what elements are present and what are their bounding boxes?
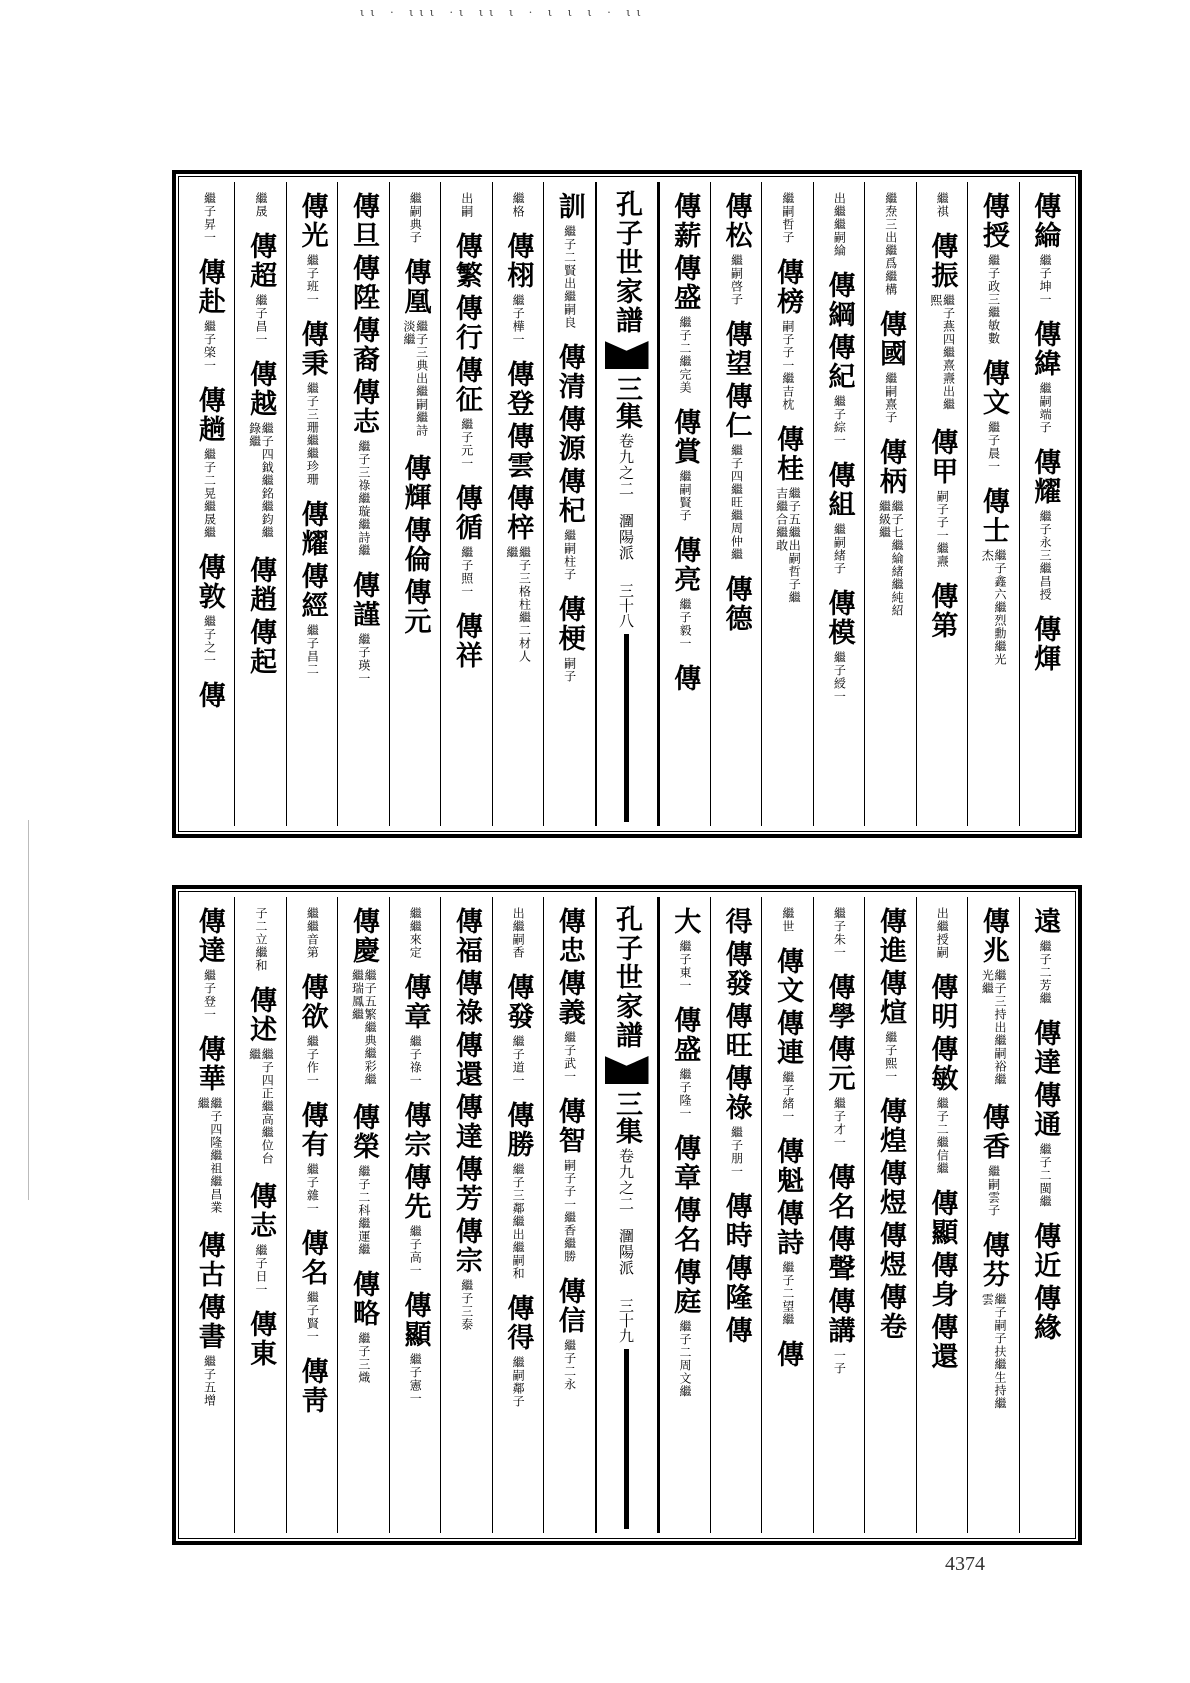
fishtail-mark [605,1056,649,1084]
lineage-note: 繼世 [780,907,795,933]
lineage-note: 繼子綬一 [832,651,847,703]
lineage-note: 繼繼音第 [305,907,320,959]
lineage-note: 繼子棨一 [202,320,217,372]
lineage-note: 繼嗣緒子 [832,523,847,575]
person-name: 傳桂 [772,425,804,483]
entry-column [916,182,967,826]
person-name: 傳東 [245,1310,277,1368]
person-name: 傳敏 [926,1035,958,1093]
lineage-note: 繼子四正繼高繼位台繼 [247,1048,275,1165]
lineage-note: 繼子二芳繼 [1038,940,1053,1005]
entry-column [492,897,543,1533]
person-name: 傳靑 [296,1357,328,1415]
lineage-note: 繼子班一 [305,254,320,306]
lineage-note: 繼子道一 [511,1035,526,1087]
genealogy-page-38 [172,170,1082,838]
lineage-note: 繼晟 [253,192,268,218]
person-name: 傳文 [772,947,804,1005]
person-name: 傳士 [977,487,1009,545]
person-name: 傳榜 [772,258,804,316]
person-name: 傳庭 [669,1258,701,1316]
person-name: 傳趙 [245,556,277,614]
person-name: 傳赴 [193,258,225,316]
person-name: 傳宗 [399,1101,431,1159]
lineage-note: 繼子二賢出繼嗣良 [562,225,577,329]
entry-column [761,182,812,826]
lineage-note: 繼子賢一 [305,1291,320,1343]
person-name: 傳梗 [553,595,585,653]
chapter-label: 卷九之二 潿陽派 [617,1148,635,1276]
lineage-note: 繼子永三繼昌授 [1038,510,1053,601]
entry-column [543,182,594,826]
lineage-note: 繼子二望繼 [780,1261,795,1326]
lineage-note: 繼子三格柱繼二材人繼 [504,546,532,663]
person-name: 傳征 [450,356,482,414]
person-name: 傳名 [296,1229,328,1287]
lineage-note: 繼子熙一 [883,1031,898,1083]
entry-column [234,182,285,826]
lineage-note: 繼子五增 [202,1355,217,1407]
lineage-note: 繼子燕四繼熹燾出繼熙 [928,294,956,411]
person-name: 傳國 [874,310,906,368]
person-name: 傳魁 [772,1137,804,1195]
person-name: 傳榮 [348,1103,380,1161]
person-name: 傳望 [720,320,752,378]
entry-column [492,182,543,826]
person-name: 傳卷 [874,1283,906,1341]
book-title: 孔子世家譜 [611,905,642,1050]
lineage-note: 繼子朱一 [832,907,847,959]
person-name: 傳名 [669,1196,701,1254]
lineage-note: 嗣子子一繼燾 [935,490,950,568]
person-name: 傳越 [245,360,277,418]
lineage-note: 繼子二繼信繼 [935,1097,950,1175]
person-name: 傳敦 [193,553,225,611]
lineage-note: 繼嗣熹子 [883,372,898,424]
person-name: 傳顯 [399,1291,431,1349]
person-name: 傳兆 [977,907,1009,965]
person-name: 傳組 [823,461,855,519]
person-name: 傳慶 [348,907,380,965]
person-name: 遠 [1029,907,1061,936]
person-name: 傳祥 [450,612,482,670]
person-name: 傳柄 [874,438,906,496]
person-name: 傳光 [296,192,328,250]
lineage-note: 繼嗣賢子 [678,470,693,522]
lineage-note: 繼子二永 [562,1339,577,1391]
person-name: 傳煜 [874,1159,906,1217]
lineage-note: 繼子緒一 [780,1071,795,1123]
lineage-note: 繼子高一 [408,1225,423,1277]
person-name: 傳還 [926,1313,958,1371]
lineage-note: 繼嗣典子 [408,192,423,244]
person-name: 傳盛 [669,254,701,312]
person-name: 傳達 [450,1093,482,1151]
center-rule [624,634,629,822]
person-name: 傳超 [245,232,277,290]
person-name: 傳旦 [348,192,380,250]
person-name: 傳古 [193,1231,225,1289]
person-name: 傳有 [296,1101,328,1159]
lineage-note: 繼嗣柱子 [562,529,577,581]
person-name: 傳文 [977,359,1009,417]
person-name: 傳顯 [926,1189,958,1247]
entry-column [967,182,1018,826]
lineage-note: 繼子三泰 [459,1279,474,1331]
leaf-number: 三十八 [617,583,635,628]
volume-title: 三集 [611,375,642,429]
lineage-note: 繼子三珊繼繼珍珊 [305,382,320,486]
person-name: 傳志 [348,378,380,436]
lineage-note: 繼子三祿繼璇繼詩繼 [356,440,371,557]
lineage-note: 繼子樺一 [511,294,526,346]
person-name: 傳松 [720,192,752,250]
entry-column [761,897,812,1533]
lineage-note: 繼子日一 [253,1244,268,1296]
person-name: 傳起 [245,618,277,676]
lineage-note: 繼子朋一 [729,1126,744,1178]
person-name: 傳盛 [669,1006,701,1064]
fishtail-mark [605,341,649,369]
entry-column [864,182,915,826]
person-name: 傳香 [977,1103,1009,1161]
entry-column [184,897,234,1533]
person-name: 傳芳 [450,1155,482,1213]
person-name: 傳行 [450,294,482,352]
chapter-label: 卷九之二 潿陽派 [617,433,635,561]
person-name: 傳趟 [193,386,225,444]
page-39-columns [184,897,1070,1533]
lineage-note: 繼子晨一 [986,421,1001,473]
lineage-note: 繼子五繼出嗣哲子繼吉繼合繼敢 [774,487,802,604]
person-name: 傳栩 [502,232,534,290]
lineage-note: 出繼繼嗣綸 [832,192,847,257]
person-name: 傳綱 [823,271,855,329]
lineage-note: 繼子毅一 [678,598,693,650]
lineage-note: 出嗣 [459,192,474,218]
person-name: 傳煌 [874,1097,906,1155]
person-name: 傳清 [553,343,585,401]
person-name: 傳達 [1029,1019,1061,1077]
lineage-note: 繼子二繼完美 [678,316,693,394]
person-name: 傳通 [1029,1081,1061,1139]
entry-column [864,897,915,1533]
person-name: 傳欲 [296,973,328,1031]
lineage-note: 一子 [832,1349,847,1375]
lineage-note: 繼祺 [935,192,950,218]
person-name: 傳賞 [669,408,701,466]
lineage-note: 繼子雜一 [305,1163,320,1215]
person-name: 傳宗 [450,1217,482,1275]
person-name: 傳繁 [450,232,482,290]
lineage-note: 繼子昇一 [202,192,217,244]
person-name: 傳元 [399,578,431,636]
lineage-note: 出繼授嗣 [935,907,950,959]
person-name: 傳明 [926,973,958,1031]
person-name: 傳 [772,1340,804,1369]
person-name: 傳達 [193,907,225,965]
lineage-note: 繼子照一 [459,546,474,598]
person-name: 傳 [193,681,225,710]
lineage-note: 繼子昌一 [253,294,268,346]
person-name: 傳杞 [553,467,585,525]
person-name: 傳聲 [823,1225,855,1283]
lineage-note: 繼子二周文繼 [678,1320,693,1398]
lineage-note: 繼子二科繼運繼 [356,1165,371,1256]
person-name: 傳華 [193,1035,225,1093]
person-name: 傳第 [926,582,958,640]
person-name: 傳進 [874,907,906,965]
lineage-note: 繼子憲一 [408,1353,423,1405]
person-name: 傳義 [553,969,585,1027]
lineage-note: 繼子綜一 [832,395,847,447]
person-name: 傳發 [502,973,534,1031]
entry-column [440,897,491,1533]
person-name: 傳述 [245,986,277,1044]
person-name: 傳福 [450,907,482,965]
person-name: 傳倫 [399,516,431,574]
person-name: 傳授 [977,192,1009,250]
lineage-note: 繼子才一 [832,1097,847,1149]
person-name: 傳連 [772,1009,804,1067]
person-name: 傳祿 [720,1064,752,1122]
lineage-note: 繼子三持出繼嗣裕繼光繼 [980,969,1007,1086]
person-name: 傳章 [669,1134,701,1192]
lineage-note: 繼子東一 [678,940,693,992]
person-name: 傳先 [399,1163,431,1221]
person-name: 傳講 [823,1287,855,1345]
entry-column [389,897,440,1533]
lineage-note: 繼子嗣子扶繼生持繼雲 [980,1293,1007,1410]
person-name: 傳志 [245,1182,277,1240]
volume-title: 三集 [611,1090,642,1144]
entry-column [389,182,440,826]
lineage-note: 繼子隆一 [678,1068,693,1120]
person-name: 傳經 [296,562,328,620]
person-name: 傳秉 [296,320,328,378]
lineage-note: 嗣子 [562,657,577,683]
lineage-note: 繼子政三繼敏數 [986,254,1001,345]
book-title: 孔子世家譜 [611,190,642,335]
person-name: 傳祿 [450,969,482,1027]
lineage-note: 繼子二晃繼晟繼 [202,448,217,539]
person-name: 傳發 [720,940,752,998]
leaf-number: 三十九 [617,1298,635,1343]
lineage-note: 繼子武一 [562,1031,577,1083]
person-name: 訓 [553,192,585,221]
entry-column [286,897,337,1533]
person-name: 傳緣 [1029,1284,1061,1342]
person-name: 傳煊 [874,969,906,1027]
lineage-note: 繼子鑫六繼烈勳繼光杰 [980,549,1007,666]
person-name: 傳緯 [1029,320,1061,378]
lineage-note: 繼子坤一 [1038,254,1053,306]
person-name: 傳紀 [823,333,855,391]
lineage-note: 繼嗣哲子 [780,192,795,244]
person-name: 傳身 [926,1251,958,1309]
person-name: 傳 [720,1316,752,1345]
lineage-note: 繼子祿一 [408,1035,423,1087]
person-name: 傳略 [348,1270,380,1328]
entry-column [710,182,761,826]
entry-column [967,897,1018,1533]
entry-column [1019,182,1070,826]
lineage-note: 繼子三典出繼嗣繼詩淡繼 [401,320,429,437]
person-name: 傳德 [720,575,752,633]
lineage-note: 繼子元一 [459,418,474,470]
person-name: 傳雲 [502,422,534,480]
lineage-note: 繼子之一 [202,615,217,667]
person-name: 得 [720,907,752,936]
person-name: 傳近 [1029,1222,1061,1280]
person-name: 傳裔 [348,316,380,374]
lineage-note: 嗣子子一繼吉枕 [780,320,795,411]
person-name: 大 [669,907,701,936]
person-name: 傳還 [450,1031,482,1089]
person-name: 傳綸 [1029,192,1061,250]
person-name: 傳振 [926,232,958,290]
person-name: 傳隆 [720,1254,752,1312]
lineage-note: 繼子四鉞繼銘繼鈞繼錄繼 [247,422,275,539]
page-number: 4374 [945,1553,985,1575]
entry-column [659,182,710,826]
entry-column [659,897,710,1533]
person-name: 傳梓 [502,484,534,542]
entry-column [234,897,285,1533]
lineage-note: 繼子五繁繼典繼彩繼繼瑞鳳繼 [350,969,378,1086]
genealogy-page-39 [172,885,1082,1545]
person-name: 傳旺 [720,1002,752,1060]
person-name: 傳陞 [348,254,380,312]
entry-column [184,182,234,826]
entry-column [916,897,967,1533]
lineage-note: 繼子作一 [305,1035,320,1087]
lineage-note: 繼子瑛一 [356,633,371,685]
entry-column [337,182,388,826]
lineage-note: 繼子四隆繼祖繼昌業繼 [196,1097,223,1214]
lineage-note: 繼嗣雲子 [986,1165,1001,1217]
person-name: 傳學 [823,973,855,1031]
person-name: 傳名 [823,1163,855,1221]
lineage-note: 出繼嗣香 [511,907,526,959]
lineage-note: 繼子七繼綸緒繼純紹繼級繼 [877,500,905,617]
lineage-note: 繼子三熾 [356,1332,371,1384]
lineage-note: 繼子二閩繼 [1038,1143,1053,1208]
entry-column [710,897,761,1533]
lineage-note: 繼嗣啓子 [729,254,744,306]
lineage-note: 子二立繼和 [253,907,268,972]
lineage-note: 繼繼來定 [408,907,423,959]
entry-column [543,897,594,1533]
lineage-note: 繼子登一 [202,969,217,1021]
person-name: 傳謹 [348,571,380,629]
person-name: 傳薪 [669,192,701,250]
entry-column [813,897,864,1533]
entry-column [813,182,864,826]
center-rule [624,1349,629,1529]
person-name: 傳循 [450,484,482,542]
person-name: 傳耀 [1029,448,1061,506]
center-title-strip-38 [595,182,659,826]
person-name: 傳煇 [1029,615,1061,673]
lineage-note: 繼嗣鄰子 [511,1356,526,1408]
person-name: 傳書 [193,1293,225,1351]
entry-column [1019,897,1070,1533]
person-name: 傳仁 [720,382,752,440]
person-name: 傳 [669,664,701,693]
lineage-note: 繼焘三出繼爲繼構 [883,192,898,296]
entry-column [337,897,388,1533]
lineage-note: 繼嗣端子 [1038,382,1053,434]
lineage-note: 繼子四繼旺繼周仲繼 [729,444,744,561]
person-name: 傳詩 [772,1199,804,1257]
person-name: 傳耀 [296,500,328,558]
person-name: 傳凰 [399,258,431,316]
person-name: 傳登 [502,360,534,418]
person-name: 傳章 [399,973,431,1031]
header-marks: ιι · ιιι ·ι ιι ι · ι ι ι · ιι [360,6,647,16]
person-name: 傳忠 [553,907,585,965]
lineage-note: 繼子三鄰繼出繼嗣和 [511,1163,526,1280]
person-name: 傳輝 [399,454,431,512]
person-name: 傳勝 [502,1101,534,1159]
person-name: 傳信 [553,1277,585,1335]
lineage-note: 嗣子子一繼香繼勝 [562,1159,577,1263]
person-name: 傳元 [823,1035,855,1093]
person-name: 傳煜 [874,1221,906,1279]
page-38-columns [184,182,1070,826]
lineage-note: 繼子昌二 [305,624,320,676]
person-name: 傳甲 [926,428,958,486]
entry-column [286,182,337,826]
person-name: 傳時 [720,1192,752,1250]
entry-column [440,182,491,826]
person-name: 傳得 [502,1294,534,1352]
scan-margin-line [28,820,29,1200]
center-title-strip-39 [595,897,659,1533]
person-name: 傳源 [553,405,585,463]
person-name: 傳芬 [977,1231,1009,1289]
person-name: 傳模 [823,589,855,647]
person-name: 傳亮 [669,536,701,594]
person-name: 傳智 [553,1097,585,1155]
lineage-note: 繼格 [511,192,526,218]
